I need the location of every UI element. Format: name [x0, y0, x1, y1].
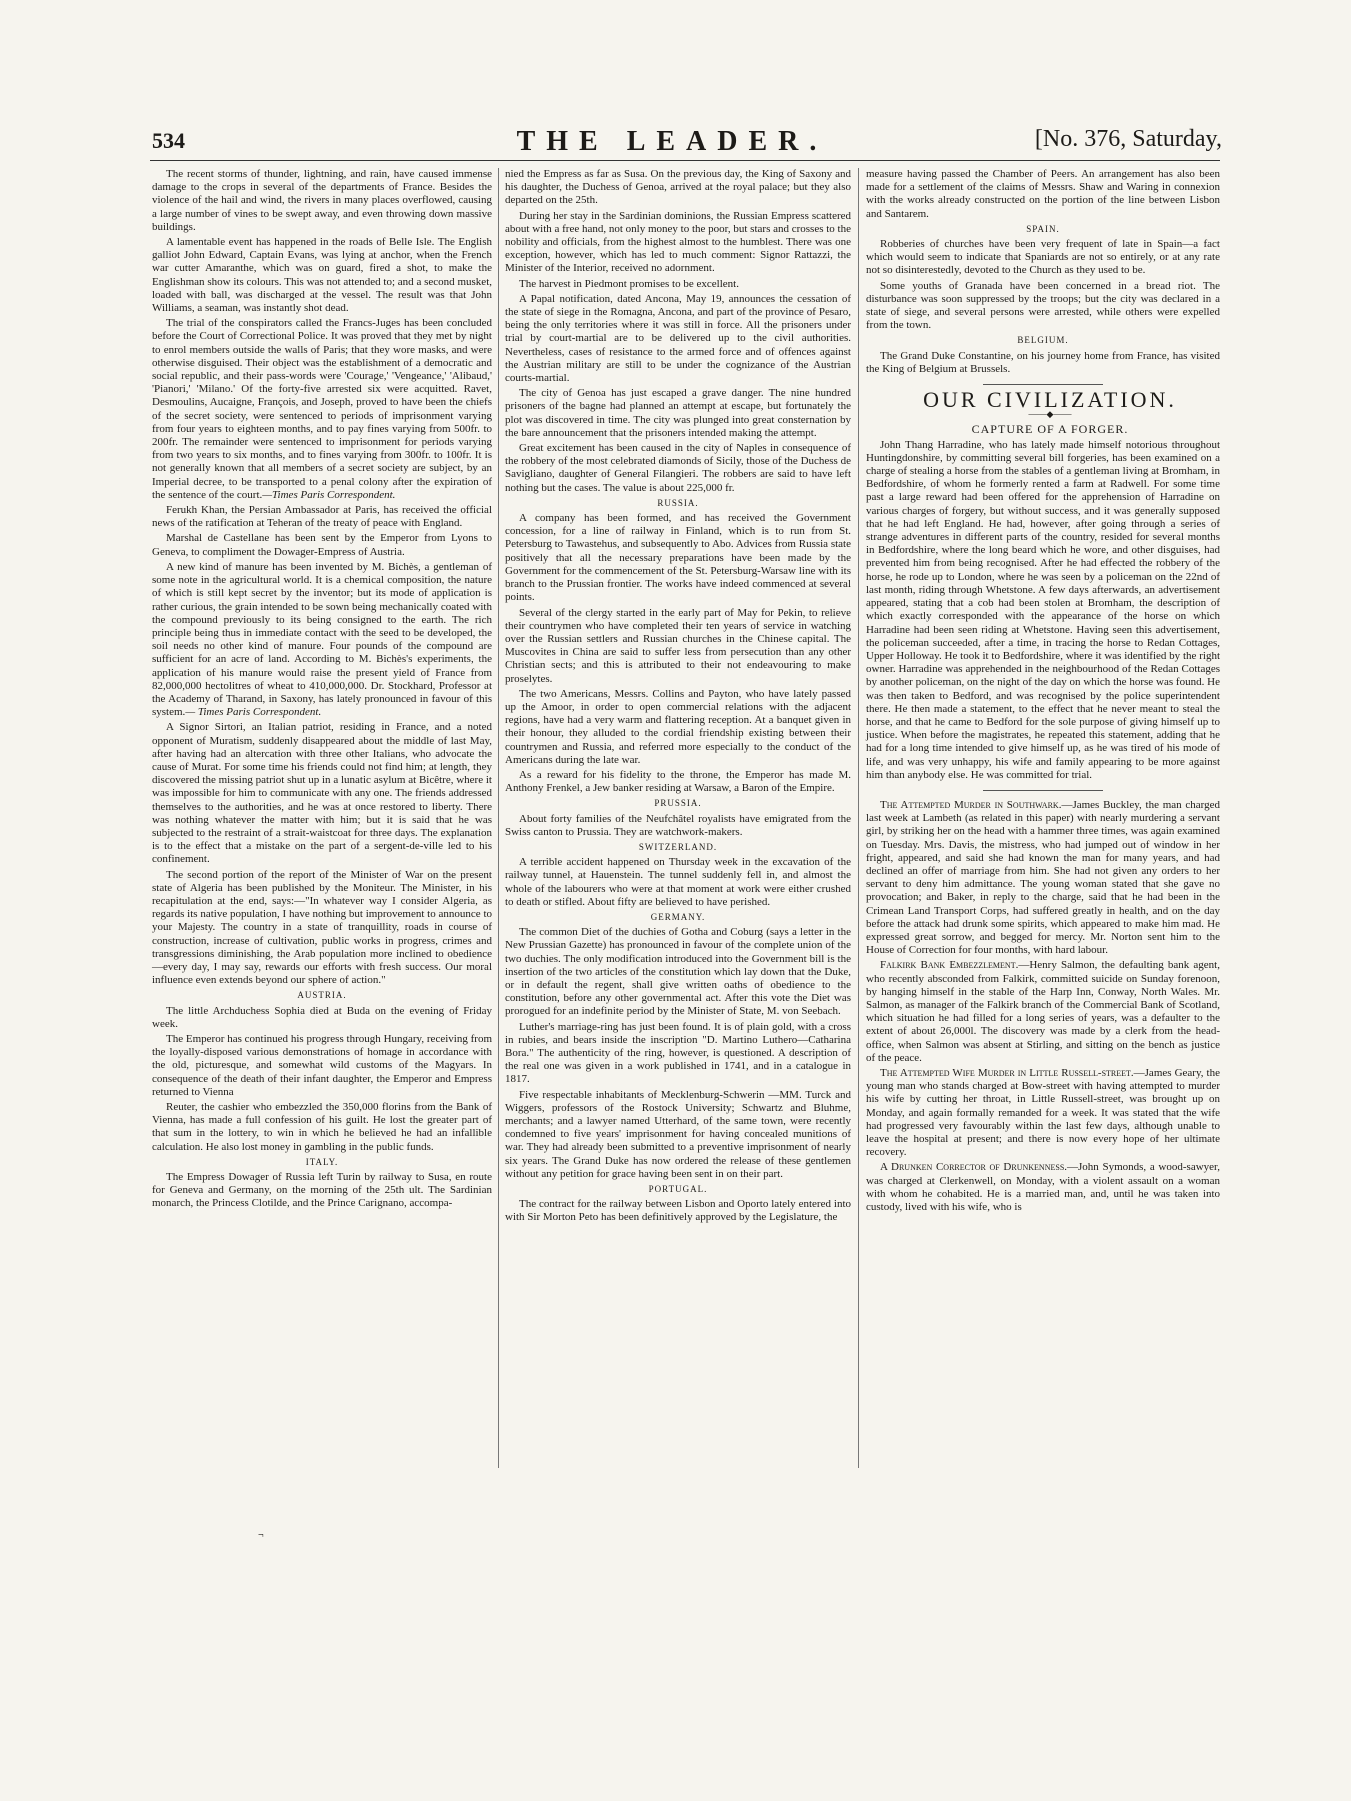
paragraph-text: —James Buckley, the man charged last week at Lambeth (as related in this paper) with nearly murdering a servant girl, by striking her on the head with a hammer three times, was again examined on Tuesday. Mrs. Davis, the mistress, who had jumped out of window in her fright, appeared, and said she had known the man for many years, and had declined an offer of marriage from him. She had not given any orders to her servant to deny him admittance. The young woman stated that she gave no provocation; and Baker, in reply to the charge, said that he had been in the Crimean Land Transport Corps, had suffered greatly in health, and on the day before the attack had drunk some spirits, which appeared to make him mad. He expressed great sorrow, and begged for mercy. Mr. Norton sent him to the House of Correction for four months, with hard labour.	[866, 798, 1220, 957]
ornament-diamond: ——◆——	[1028, 409, 1072, 420]
paragraph: A lamentable event has happened in the roads of Belle Isle. The English galliot John Edward, Captain Evans, was lying at anchor, when the French war cutter Amaranthe, which was on guard, fired a shot, to make the Englishman show its colours. This was not attended to; and a second musket, loaded with ball, was discharged at the vessel. The result was that John Williams, a seaman, was instantly shot dead.	[152, 236, 492, 315]
column-divider	[498, 168, 499, 1468]
paragraph-text: —Henry Salmon, the defaulting bank agent, who recently absconded from Falkirk, committed suicide on Sunday forenoon, by hanging himself in the stable of the Harp Inn, Conway, North Wales. Mr. Salmon, as manager of the Falkirk branch of the Commercial Bank of Scotland, which situation he had filled for a long series of years, was a defaulter to the extent of about 26,000l. The discovery was made by a clerk from the head-office, when Salmon was absent at Stirling, and sitting on the bench as justice of the peace.	[866, 959, 1220, 1064]
column-2	[505, 168, 851, 1227]
paragraph: The recent storms of thunder, lightning, and rain, have caused immense damage to the crops in several of the departments of France. Besides the violence of the hail and wind, the rivers in many places overflowed, causing a large number of vines to be swept away, and even throwing down massive buildings.	[152, 168, 492, 233]
section-rule	[983, 384, 1103, 385]
section-heading-civilization: OUR CIVILIZATION.	[923, 387, 1177, 413]
paragraph: measure having passed the Chamber of Peers. An arrangement has also been made for a settlement of the claims of Messrs. Shaw and Waring in connexion with the works already constructed on the portion of the line between Lisbon and Santarem.	[866, 168, 1220, 220]
section-heading-portugal: PORTUGAL.	[648, 1184, 708, 1195]
paragraph: Reuter, the cashier who embezzled the 350,000 florins from the Bank of Vienna, has made a full confession of his guilt. He lost the greater part of that sum in the lottery, to win in which he believed he had an infallible calculation. He also lost money in gambling in the public funds.	[152, 1101, 492, 1153]
stray-mark: ¬	[258, 1530, 264, 1541]
paragraph	[152, 561, 492, 719]
section-heading-belgium: BELGIUM.	[1017, 335, 1069, 346]
paragraph: A Signor Sirtori, an Italian patriot, residing in France, and a noted opponent of Muratism, suddenly disappeared about the middle of last May, after having had an altercation with three other Italians, who advocate the cause of Murat. For some time his friends could not find him; at length, they discovered the missing patriot shut up in a lunatic asylum at Bicêtre, where it was impossible for him to communicate with any one. The friends addressed themselves to the authorities, and he was at once restored to liberty. There was nothing whatever the matter with him; but it is said that he was subjected to the restraint of a strait-waistcoat for three days. The explanation is to the effect that a mistake on the part of a sergent-de-ville led to his confinement.	[152, 721, 492, 866]
page-number: 534	[152, 128, 185, 153]
paragraph	[866, 1067, 1220, 1159]
paragraph-text: A new kind of manure has been invented by M. Bichès, a gentleman of some note in the agricultural world. It is a chemical composition, the nature of which is still kept secret by the inventor; but its mode of application is rather curious, the grain intended to be sown being mechanically coated with the compound previously to its being consigned to the earth. The rich principle being thus in immediate contact with the seed to be developed, the soil needs no other kind of manure. Four pounds of the compound are sufficient for an acre of land. According to M. Bichès's experiments, the application of his manure would raise the present yield of France from 82,000,000 hectolitres of wheat to 410,000,000. Dr. Stockhard, Professor at the Academy of Tharand, in Saxony, has lately pronounced in favour of this system.	[152, 560, 492, 719]
paragraph: The contract for the railway between Lisbon and Oporto lately entered into with Sir Morton Peto has been definitively approved by the Legislature, the	[505, 1198, 851, 1224]
newspaper-title: THE LEADER.	[516, 126, 828, 157]
section-heading-germany: GERMANY.	[650, 911, 706, 922]
paragraph: nied the Empress as far as Susa. On the previous day, the King of Saxony and his daughter, the Duchess of Genoa, arrived at the royal palace; but they also departed on the 25th.	[505, 168, 851, 207]
paragraph: As a reward for his fidelity to the throne, the Emperor has made M. Anthony Frenkel, a Jew banker residing at Warsaw, a Baron of the Empire.	[505, 768, 851, 795]
paragraph: The common Diet of the duchies of Gotha and Coburg (says a letter in the New Prussian Gazette) has pronounced in favour of the complete union of the two duchies. The only modification introduced into the Government bill is the insertion of the two articles of the constitution which lay down that the Duke, or in default the regent, shall give written oaths of obedience to the constitution, before any other governmental act. After this vote the Diet was prorogued for an indefinite period by the Minister of State, M. von Seebach.	[505, 926, 851, 1018]
section-heading-spain: SPAIN.	[1026, 223, 1060, 234]
article-heading-forger: CAPTURE OF A FORGER.	[971, 422, 1129, 437]
paragraph	[866, 799, 1220, 957]
paragraph: The city of Genoa has just escaped a grave danger. The nine hundred prisoners of the bagne had planned an attempt at escape, but fortunately the plot was discovered in time. The city was plunged into great consternation by the bare announcement that the prisoners intended making the attempt.	[505, 387, 851, 439]
article-rule	[983, 790, 1103, 791]
section-heading-russia: RUSSIA.	[657, 497, 699, 508]
masthead	[152, 128, 1222, 158]
paragraph-text: —John Symonds, a wood-sawyer, was charged at Clerkenwell, on Monday, with a violent assault on a woman with whom he cohabited. He is a married man, and, until he was taken into custody, lived with his wife, who is	[866, 1161, 1220, 1214]
paragraph: The two Americans, Messrs. Collins and Payton, who have lately passed up the Amoor, in order to open commercial relations with the adjacent regions, have had a very warm and flattering reception. At a banquet given in their honour, they alluded to the cordial friendship existing between their countrymen and Russia, and referred more especially to the conduct of the Americans during the late war.	[505, 687, 851, 766]
article-lead: The Attempted Murder in Southwark.	[880, 798, 1062, 811]
article-lead: The Attempted Wife Murder in Little Russell-street.	[880, 1067, 1134, 1079]
paragraph: Several of the clergy started in the early part of May for Pekin, to relieve their countrymen who have completed their ten years of service in watching over the Russian settlers and Russian churches in the Chinese capital. The Muscovites in China are said to suffer less from persecution than any other Christian sects; and this is attributed to their not endeavouring to make proselytes.	[505, 606, 851, 685]
section-heading-prussia: PRUSSIA.	[654, 798, 702, 809]
paragraph: Luther's marriage-ring has just been found. It is of plain gold, with a cross in rubies, and bears inside the inscription "D. Martino Luthero—Catharina Bora." The authenticity of the ring, however, is questioned. A description of the real one was given in a work published in 1741, and in a catalogue in 1817.	[505, 1020, 851, 1086]
paragraph: The harvest in Piedmont promises to be excellent.	[519, 277, 739, 290]
paragraph: Five respectable inhabitants of Mecklenburg-Schwerin —MM. Turck and Wiggers, professors of the Rostock University; Schwartz and Bluhme, merchants; and a lawyer named Utterhard, of the same town, were recently condemned to five years' imprisonment for having concealed munitions of war. They had already been submitted to a preventive imprisonment of nearly six years. The Grand Duke has now ordered the release of these gentlemen without any petition for grace having been sent in on their part.	[505, 1088, 851, 1180]
section-heading-switzerland: SWITZERLAND.	[638, 841, 718, 852]
issue-info: [No. 376, Saturday,	[1034, 126, 1222, 152]
paragraph-text: The trial of the conspirators called the Francs-Juges has been concluded before the Court of Correctional Police. It was proved that they met by night to enrol members outside the walls of Paris; that they wore masks, and were otherwise disguised. Their object was the establishment of a democratic and social republic, and their pass-words were 'Courage,' 'Vengeance,' 'Alibaud,' 'Pianori,' 'Milano.' Of the forty-five arrested six were acquitted. Ravet, Desmoulins, Aucaigne, François, and Joseph, proved to have been the chiefs of the secret society, were sentenced to periods of imprisonment varying from four years to eighteen months, and to pay fines varying from 500fr. to 200fr. The remainder were sentenced to imprisonment for periods varying from two years to six months, and to fines varying from 300fr. to 100fr. It is not generally known that all members of a secret society are subject, by an Imperial decree, to be transported to a penal colony after the expiration of the sentence of the court.	[152, 317, 492, 501]
citation: —Times Paris Correspondent.	[262, 488, 396, 501]
paragraph: The Grand Duke Constantine, on his journey home from France, has visited the King of Belgium at Brussels.	[866, 349, 1220, 375]
paragraph: Robberies of churches have been very frequent of late in Spain—a fact which would seem to indicate that Spaniards are not so entirely, or at any rate not so disinterestedly, devoted to the Church as they used to be.	[866, 238, 1220, 277]
column-1	[152, 168, 492, 1213]
paragraph: The Emperor has continued his progress through Hungary, receiving from the loyally-disposed various demonstrations of homage in accordance with the old, picturesque, and somewhat wild customs of the Magyars. In consequence of the death of their infant daughter, the Emperor and Empress returned to Vienna	[152, 1033, 492, 1098]
paragraph: A terrible accident happened on Thursday week in the excavation of the railway tunnel, at Hauenstein. The tunnel suddenly fell in, and almost the whole of the labourers who were at that moment at work were either crushed to death or stifled. About fifty are believed to have perished.	[505, 856, 851, 908]
article-lead: Falkirk Bank Embezzlement.	[880, 959, 1019, 972]
paragraph: During her stay in the Sardinian dominions, the Russian Empress scattered about with a free hand, not only money to the poor, but stars and crosses to the nobility and officials, from the highest almost to the humblest. There was one exception, however, which has led to much comment: Signor Rattazzi, the Minister of the Interior, received no adornment.	[505, 209, 851, 275]
paragraph: About forty families of the Neufchâtel royalists have emigrated from the Swiss canton to Prussia. They are watchwork-makers.	[505, 812, 851, 838]
paragraph	[866, 959, 1220, 1065]
column-divider	[858, 168, 859, 1468]
paragraph: Marshal de Castellane has been sent by the Emperor from Lyons to Geneva, to compliment the Dowager-Empress of Austria.	[152, 532, 492, 558]
paragraph: John Thang Harradine, who has lately made himself notorious throughout Huntingdonshire, by committing several bill forgeries, has been examined on a charge of stealing a horse from the stables of a gentleman living at Bromham, in Bedfordshire, of whom he formerly rented a farm at Radwell. For some time past a large reward had been offered for the apprehension of Harradine on various charges of forgery, but without success, and it was generally supposed that he had left England. He had, however, after going through a series of strange adventures in different parts of the country, resided for several months in Bedfordshire, where the long beard which he wore, and other disguises, had prevented him from being recognised. After he had effected the robbery of the horse, he rode up to London, where he was seen by a policeman on the 22nd of last month, riding through Whetstone. A few days afterwards, an advertisement appeared, stating that a cob had been stolen at Bromham, the description of which exactly corresponded with the appearance of the horse on which Harradine had been seen riding at Whetstone. Having seen this advertisement, the policeman succeeded, after a time, in tracing the horse to Redan Cottages, Upper Holloway. He took it to Bedfordshire, where it was identified by the right owner. Harradine was apprehended in the neighbourhood of the Redan Cottages by another policeman, on the night of the day on which the horse was found. He was then taken to Bedford, and was recognised by the police superintendent there. He then made a statement, to the effect that he never meant to steal the horse, and that he came to Bedford for the sole purpose of giving himself up to justice. When before the magistrates, he repeated this statement, adding that he had for a long time intended to give himself up, as he was tired of his mode of life, and was very unhappy, his wife and family appearing to be more against him than anybody else. He was committed for trial.	[866, 438, 1220, 781]
paragraph: Some youths of Granada have been concerned in a bread riot. The disturbance was soon suppressed by the troops; but the city was declared in a state of siege, and several persons were arrested, while others were expelled from the town.	[866, 279, 1220, 332]
column-3	[866, 168, 1220, 1216]
paragraph: A Papal notification, dated Ancona, May 19, announces the cessation of the state of siege in the Romagna, Ancona, and part of the province of Pesaro, being the only territories where it was still in force. All the prisoners under trial by court-martial are to be delivered up to the civil authorities. Nevertheless, cases of resistance to the armed force and of offences against the Austrian military are still to be under the cognizance of the Austrian courts-martial.	[505, 292, 851, 385]
paragraph: The Empress Dowager of Russia left Turin by railway to Susa, en route for Geneva and Germany, on the morning of the 25th ult. The Sardinian monarch, the Princess Clotilde, and the Prince Carignano, accompa-	[152, 1171, 492, 1210]
article-lead: A Drunken Corrector of Drunkenness.	[880, 1161, 1068, 1174]
header-rule	[150, 160, 1220, 161]
paragraph-text: —James Geary, the young man who stands charged at Bow-street with having attempted to murder his wife by cutting her throat, in Little Russell-street, was brought up on Monday, and again formally remanded for a week. It was stated that the wife had progressed very favourably within the last few days, although unable to leave the hospital at present; and there is now every hope of her ultimate recovery.	[866, 1067, 1220, 1159]
paragraph: The second portion of the report of the Minister of War on the present state of Algeria has been published by the Moniteur. The Minister, in his recapitulation at the end, says:—"In whatever way I consider Algeria, as regards its native population, I have nothing but improvement to announce to your Majesty. The country in a state of tranquillity, roads in course of construction, increase of cultivation, public works in progress, crimes and transgressions diminishing, the Arab population more inclined to obedience—every day, I may say, rewards our efforts with fresh success. Our moral influence even extends beyond our sphere of action."	[152, 868, 492, 987]
paragraph	[866, 1161, 1220, 1214]
citation: — Times Paris Correspondent.	[185, 706, 322, 719]
paragraph: A company has been formed, and has received the Government concession, for a line of railway in Finland, which is to run from St. Petersburg to Tawastehus, and subsequently to Abo. Advices from Russia state positively that all the necessary preparations have been made by the Government for the commencement of the St. Petersburg-Warsaw line with its branch to the Prussian frontier. The works have indeed commenced at several points.	[505, 512, 851, 604]
section-heading-austria: AUSTRIA.	[297, 990, 347, 1001]
paragraph	[152, 317, 492, 502]
section-heading-italy: ITALY.	[305, 1156, 339, 1167]
paragraph: Great excitement has been caused in the city of Naples in consequence of the robbery of the most celebrated diamonds of Sicily, those of the Duchess de Savigliano, daughter of General Filangieri. The robbers are said to have left nothing but the cases. The value is about 225,000 fr.	[505, 442, 851, 494]
paragraph: Ferukh Khan, the Persian Ambassador at Paris, has received the official news of the ratification at Teheran of the treaty of peace with England.	[152, 504, 492, 530]
paragraph: The little Archduchess Sophia died at Buda on the evening of Friday week.	[152, 1004, 492, 1030]
